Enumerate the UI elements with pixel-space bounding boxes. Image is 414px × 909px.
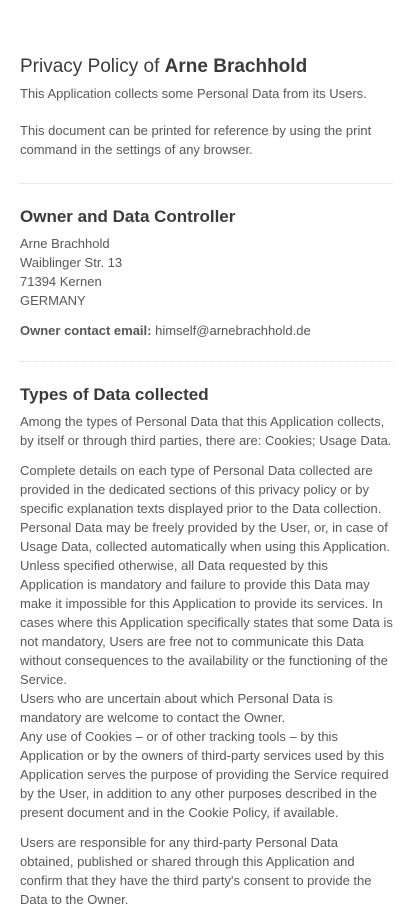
page-title	[20, 55, 394, 79]
data-section-heading: Types of Data collected	[20, 385, 209, 404]
owner-contact	[20, 321, 394, 340]
intro-summary: This Application collects some Personal Data from its Users.	[20, 86, 367, 101]
section-divider	[20, 361, 394, 362]
privacy-policy-page	[20, 55, 394, 909]
owner-city: 71394 Kernen	[20, 274, 102, 289]
intro-print-note: This document can be printed for reference by using the print command in the settings of any browser.	[20, 123, 372, 157]
owner-street: Waiblinger Str. 13	[20, 255, 123, 270]
data-details-block	[20, 461, 394, 822]
page-title-prefix: Privacy Policy of	[20, 56, 165, 77]
third-party-data-paragraph: Users are responsible for any third-party Personal Data obtained, published or shared through this Application and confirm that they have the third party's consent to provide the Data to the Owner.	[20, 835, 372, 907]
owner-section-heading: Owner and Data Controller	[20, 207, 236, 226]
section-divider	[20, 183, 394, 184]
data-contact-owner-sentence: Users who are uncertain about which Personal Data is mandatory are welcome to contact the Owner.	[20, 691, 333, 725]
owner-name: Arne Brachhold	[20, 236, 110, 251]
data-provision-sentence: Personal Data may be freely provided by the User, or, in case of Usage Data, collected automatically when using this Application.	[20, 520, 390, 554]
owner-address	[20, 234, 394, 310]
page-title-owner: Arne Brachhold	[164, 56, 308, 77]
owner-country: GERMANY	[20, 293, 86, 308]
data-mandatory-sentence: Unless specified otherwise, all Data requested by this Application is mandatory and failure to provide this Data may make it impossible for this Application to provide its services. In cases where this Application specifically states that some Data is not mandatory, Users are free not to communicate this Data without consequences to the availability or the functioning of the Service.	[20, 558, 393, 687]
owner-contact-label: Owner contact email:	[20, 323, 152, 338]
owner-contact-email: himself@arnebrachhold.de	[155, 323, 311, 338]
data-cookies-sentence: Any use of Cookies – or of other tracking tools – by this Application or by the owners of third-party services used by this Application serves the purpose of providing the Service required by the User, in addition to any other purposes described in the present document and in the Cookie Policy, if available.	[20, 729, 389, 820]
data-details-sentence: Complete details on each type of Personal Data collected are provided in the dedicated sections of this privacy policy or by specific explanation texts displayed prior to the Data collection.	[20, 463, 382, 516]
data-types-paragraph: Among the types of Personal Data that this Application collects, by itself or through third parties, there are: Cookies; Usage Data.	[20, 414, 392, 448]
